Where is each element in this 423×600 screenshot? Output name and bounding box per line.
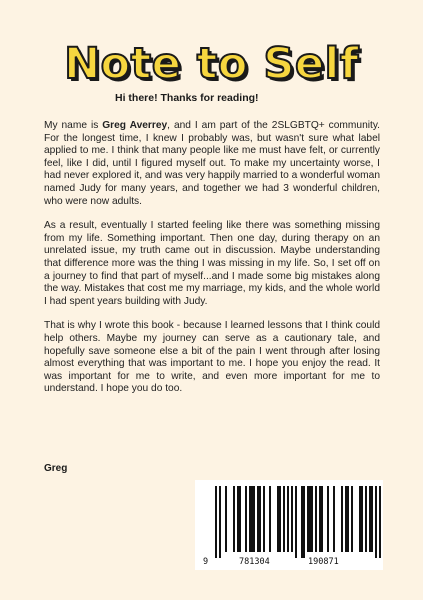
page-title: Note to Self [64,39,359,89]
paragraph-1-rest: , and I am part of the 2SLGBTQ+ community. For the longest time, I knew I probably was, but wasn't sure what label applied to me. I think that many people like me must have felt, or currently feel, like I did, until I figured myself out. To make my uncertainty worse, I had never explored it, and was very happily married to a wonderful woman named Judy for many years, and together we had 3 wonderful children, who were now adults. [44,120,380,207]
barcode-bar [295,486,297,558]
barcode-bar [233,486,235,552]
barcode-bar [359,486,363,552]
barcode-bar [257,486,261,552]
barcode-bar [291,486,293,552]
barcode-bar [263,486,265,552]
barcode-bar [301,486,305,558]
barcode-group-left: 781304 [239,557,270,567]
barcode-bar [237,486,241,552]
barcode-bar [375,486,377,558]
barcode-bar [283,486,285,552]
barcode-bar [287,486,289,552]
barcode-bar [341,486,343,552]
barcode-bar [345,486,349,552]
barcode-group-right: 190871 [308,557,339,567]
subtitle: Hi there! Thanks for reading! [115,92,259,104]
barcode-bar [307,486,313,552]
barcode-bar [379,486,381,558]
barcode-bar [369,486,373,552]
barcode-bar [249,486,255,552]
signoff: Greg [44,463,68,474]
barcode-bars [215,486,381,558]
barcode-bar [269,486,271,552]
paragraph-1 [44,120,380,208]
paragraph-2: As a result, eventually I started feeling like there was something missing from my life. Something important. Then one day, during therapy on an unrelated issue, my truth came out in discussion. Maybe understanding that difference more was the thing I was missing in my life. So, I set off on a journey to find that part of myself...and I made some big mistakes along the way. Mistakes that cost me my marriage, my kids, and the whole world I had spent years building with Judy. [44,220,380,307]
barcode-bar [277,486,281,552]
barcode-graphic [195,480,383,570]
barcode-bar [219,486,221,558]
barcode-bar [333,486,335,552]
barcode-lead-digit: 9 [203,557,209,567]
author-name: Greg Averrey [102,120,168,131]
barcode-bar [315,486,317,552]
barcode-bar [351,486,353,552]
paragraph-1-intro: My name is [44,120,103,131]
barcode-bar [327,486,329,552]
barcode [195,480,383,570]
body-text [44,120,380,408]
barcode-bar [365,486,367,552]
barcode-bar [225,486,227,552]
barcode-bar [245,486,247,552]
paragraph-3: That is why I wrote this book - because I learned lessons that I think could help others. Maybe my journey can serve as a cautionary tale, and hopefully save someone else a bit of the pain I went through after losing almost everything that was important to me. I hope you enjoy the read. It was important for me to write, and even more important for me to understand. I hope you do too. [44,320,380,395]
barcode-bar [215,486,217,558]
barcode-bar [319,486,323,552]
